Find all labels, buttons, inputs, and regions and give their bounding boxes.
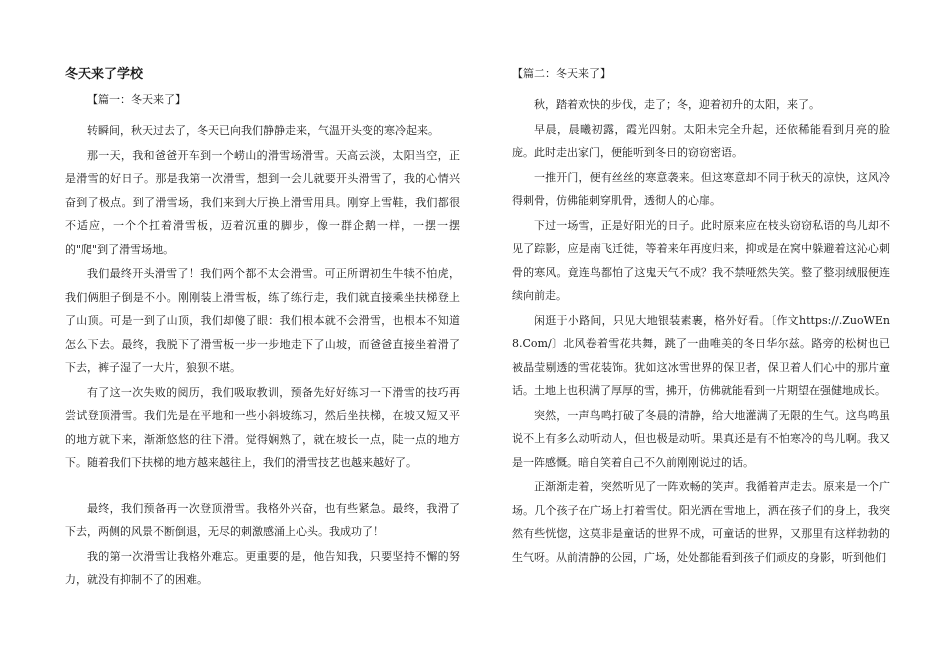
paragraph: 最终，我们预备再一次登顶滑雪。我格外兴奋，也有些紧急。最终，我滑了下去，两侧的风景不断倒退，无尽的刺激感涌上心头。我成功了！ [65,501,460,538]
paragraph: 一推开门，便有丝丝的寒意袭来。但这寒意却不同于秋天的凉快，这风冷得刺骨，仿佛能刺穿肌骨，透彻人的心扉。 [512,170,890,207]
paragraph: 正渐渐走着，突然听见了一阵欢畅的笑声。我循着声走去。原来是一个广场。几个孩子在广场上打着雪仗。阳光洒在雪地上，洒在孩子们的身上，我突然有些恍惚，这莫非是童话的世界不成，可童话的世界，又那里有这样勃勃的生气呀。从前清静的公园，广场，处处都能看到孩子们顽皮的身影，听到他们 [512,480,890,564]
paragraph: 闲逛于小路间，只见大地银装素裹，格外好看。〔作文https://.ZuoWEn8.Com/〕北风卷着雪花共舞，跳了一曲唯美的冬日华尔兹。路旁的松树也已被晶莹剔透的雪花装饰。犹如这冰雪世界的保卫者，保卫着人们心中的那片童话。土地上也积满了厚厚的雪，拂开，仿佛就能看到一片期望在强健地成长。 [512,313,890,397]
paragraph: 那一天，我和爸爸开车到一个崂山的滑雪场滑雪。天高云淡，太阳当空，正是滑雪的好日子。那是我第一次滑雪，想到一会儿就要开头滑雪了，我的心情兴奋到了极点。到了滑雪场，我们来到大厅换上滑雪用具。刚穿上雪鞋，我们都很不适应，一个个扛着滑雪板，迈着沉重的脚步，像一群企鹅一样，一摆一摆的"爬"到了滑雪场地。 [65,148,460,256]
paragraph: 转瞬间，秋天过去了，冬天已向我们静静走来，气温开头变的寒冷起来。 [87,124,439,137]
document-title: 冬天来了学校 [65,67,144,82]
paragraph: 有了这一次失败的阅历，我们吸取教训，预备先好好练习一下滑雪的技巧再尝试登顶滑雪。我们先是在平地和一些小斜坡练习，然后坐扶梯，在坡又短又平的地方就下来，渐渐悠悠的往下滑。觉得娴熟了，就在坡长一点，陡一点的地方下。随着我们下扶梯的地方越来越往上，我们的滑雪技艺也越来越好了。 [65,385,460,469]
right-column [512,66,890,570]
paragraph: 我们最终开头滑雪了！我们两个都不太会滑雪。可正所谓初生牛犊不怕虎，我们俩胆子倒是不小。刚刚装上滑雪板，练了练行走，我们就直接乘坐扶梯登上了山顶。可是一到了山顶，我们却傻了眼：我们根本就不会滑雪，也根本不知道怎么下去。最终，我脱下了滑雪板一步一步地走下了山坡，而爸爸直接坐着滑了下去，裤子湿了一大片，狼狈不堪。 [65,267,460,374]
left-column [65,66,460,593]
section-title-one: 【篇一：冬天来了】 [87,93,186,106]
paragraph: 突然，一声鸟鸣打破了冬晨的清静，给大地灌满了无限的生气。这鸟鸣虽说不上有多么动听动人，但也极是动听。果真还是有不怕寒冷的鸟儿啊。我又是一阵感慨。暗自笑着自己不久前刚刚说过的话。 [512,408,890,469]
paragraph: 早晨，晨曦初露，霞光四射。太阳未完全升起，还依稀能看到月亮的脸庞。此时走出家门，便能听到冬日的窃窃密语。 [512,122,890,159]
paragraph: 下过一场雪，正是好阳光的日子。此时原来应在枝头窃窃私语的鸟儿却不见了踪影，应是南飞迁徙，等着来年再度归来，抑或是在窝中躲避着这沁心刺骨的寒风。竟连鸟都怕了这鬼天气不成？我不禁哑然失笑。整了整羽绒服便连续向前走。 [512,218,890,302]
paragraph: 我的第一次滑雪让我格外难忘。更重要的是，他告知我，只要坚持不懈的努力，就没有抑制不了的困难。 [65,549,460,586]
section-title-two: 【篇二：冬天来了】 [512,67,611,80]
paragraph: 秋，踏着欢快的步伐，走了；冬，迎着初升的太阳，来了。 [534,98,820,111]
